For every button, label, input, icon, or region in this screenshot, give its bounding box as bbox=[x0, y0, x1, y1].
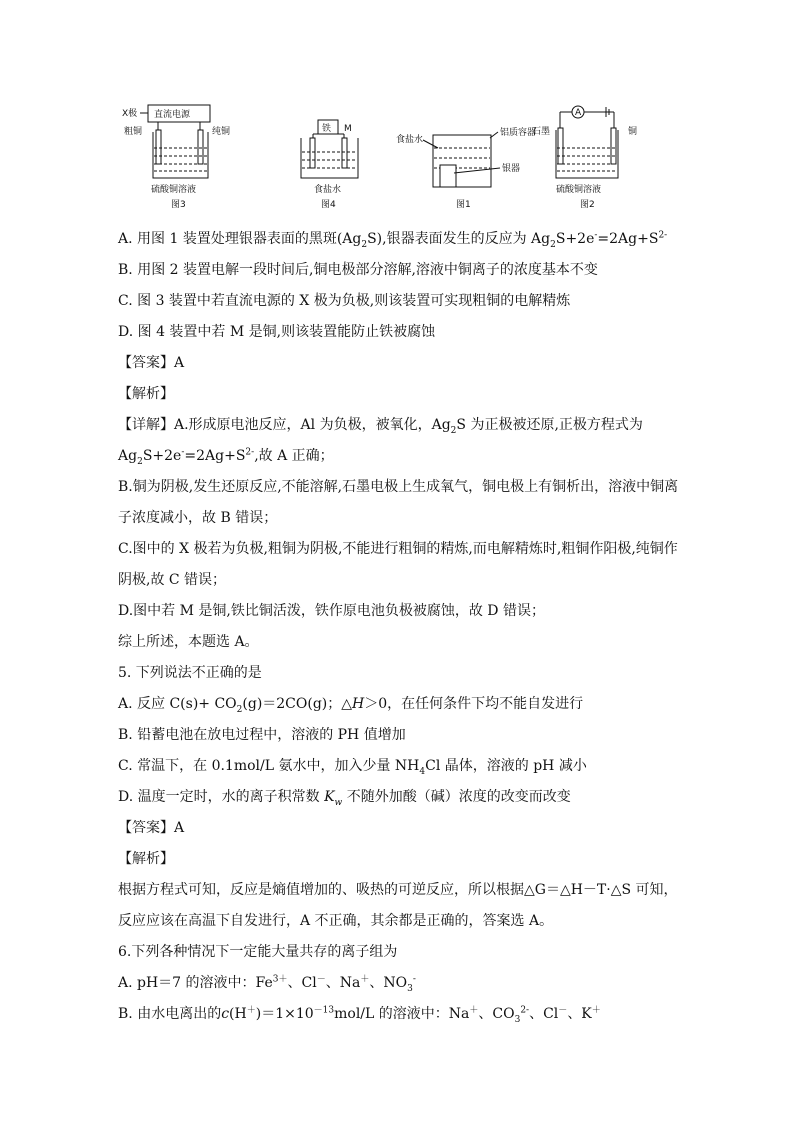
q4-detail-b1: B.铜为阴极,发生还原反应,不能溶解,石墨电极上生成氧气，铜电极上有铜析出，溶液中铜离 bbox=[118, 479, 679, 495]
fig1-object: 银器 bbox=[502, 164, 521, 174]
q6-option-b: B. 由水电离出的$c(H^+)=1\times 10^{-13}mol/L$ 的溶液中：Na＋、$CO_3^{2-}$、Cl－、K＋ bbox=[118, 1005, 601, 1025]
q4-detail-c2: 阴极,故 C 错误； bbox=[118, 572, 227, 588]
fig1-container: 铝质容器 bbox=[500, 128, 537, 138]
q6-option-a: A. pH＝7 的溶液中：$Fe^{3+}$、Cl－、Na＋、$NO_3^-$ bbox=[118, 974, 416, 994]
fig3-x-pole: X极 bbox=[122, 109, 138, 119]
fig3-label: 图3 bbox=[171, 200, 186, 210]
fig2-left: 石墨 bbox=[532, 127, 551, 137]
q4-detail-a1: 【详解】A.形成原电池反应，Al 为负极，被氧化，$Ag_2S$ 为正极被还原,正极方程式为 bbox=[118, 417, 643, 436]
fig4-right: M bbox=[344, 124, 352, 134]
fig1-label: 图1 bbox=[456, 200, 471, 210]
fig3-solution: 硫酸铜溶液 bbox=[151, 185, 197, 195]
q4-answer: 【答案】A bbox=[118, 355, 185, 371]
fig4-label: 图4 bbox=[321, 200, 336, 210]
q5-analysis-heading: 【解析】 bbox=[118, 851, 174, 867]
q4-detail-b2: 子浓度减小，故 B 错误； bbox=[118, 510, 278, 526]
q4-detail-c1: C.图中的 X 极若为负极,粗铜为阴极,不能进行粗铜的精炼,而电解精炼时,粗铜作阳极,纯铜作 bbox=[118, 541, 678, 557]
fig2-label: 图2 bbox=[580, 200, 595, 210]
fig1-liquid: 食盐水 bbox=[396, 135, 424, 145]
fig4-solution: 食盐水 bbox=[314, 185, 342, 195]
fig3-power: 直流电源 bbox=[154, 110, 191, 120]
fig2-right: 铜 bbox=[628, 127, 638, 137]
q4-analysis-heading: 【解析】 bbox=[118, 386, 174, 402]
apparatus-diagrams bbox=[118, 100, 678, 218]
q5-option-a: A. 反应 $C(s)+ CO_2(g)=2CO(g)$；△H＞0，在任何条件下均不能自发进行 bbox=[118, 696, 584, 715]
q5-answer: 【答案】A bbox=[118, 820, 185, 836]
fig4-left: 铁 bbox=[322, 124, 332, 134]
q5-stem: 5. 下列说法不正确的是 bbox=[118, 665, 262, 681]
q5-option-c: C. 常温下，在 0.1mol/L 氨水中，加入少量 $NH_4Cl$ 晶体，溶液的 pH 减小 bbox=[118, 758, 587, 777]
q5-option-d: D. 温度一定时，水的离子积常数 $K_w$ 不随外加酸（碱）浓度的改变而改变 bbox=[118, 789, 571, 808]
figure-strip bbox=[118, 100, 678, 218]
q4-detail-a2: $Ag_2S+2e^-=2Ag+S^{2-}$,故 A 正确； bbox=[118, 447, 334, 467]
q5-option-b: B. 铅蓄电池在放电过程中，溶液的 PH 值增加 bbox=[118, 727, 406, 743]
q6-stem: 6.下列各种情况下一定能大量共存的离子组为 bbox=[118, 944, 398, 960]
q4-detail-d: D.图中若 M 是铜,铁比铜活泼，铁作原电池负极被腐蚀，故 D 错误； bbox=[118, 603, 545, 619]
fig2-solution: 硫酸铜溶液 bbox=[556, 185, 602, 195]
q4-option-c: C. 图 3 装置中若直流电源的 X 极为负极,则该装置可实现粗铜的电解精炼 bbox=[118, 293, 571, 309]
question-content bbox=[118, 224, 690, 1030]
q4-option-d: D. 图 4 装置中若 M 是铜,则该装置能防止铁被腐蚀 bbox=[118, 324, 436, 340]
fig3-left: 粗铜 bbox=[124, 127, 143, 137]
q4-option-a: A. 用图 1 装置处理银器表面的黑斑$(Ag_2S)$,银器表面发生的反应为 $Ag_2S+2e^-=2Ag+S^{2-}$ bbox=[118, 230, 668, 250]
q5-explain-1: 根据方程式可知，反应是熵值增加的、吸热的可逆反应，所以根据△G＝△H－T·△S 可知， bbox=[118, 882, 678, 898]
q4-summary: 综上所述，本题选 A。 bbox=[118, 634, 259, 650]
q4-option-b: B. 用图 2 装置电解一段时间后,铜电极部分溶解,溶液中铜离子的浓度基本不变 bbox=[118, 262, 598, 278]
q5-explain-2: 反应应该在高温下自发进行，A 不正确，其余都是正确的，答案选 A。 bbox=[118, 913, 554, 929]
fig2-meter: A bbox=[575, 108, 582, 118]
fig3-right: 纯铜 bbox=[212, 127, 231, 137]
